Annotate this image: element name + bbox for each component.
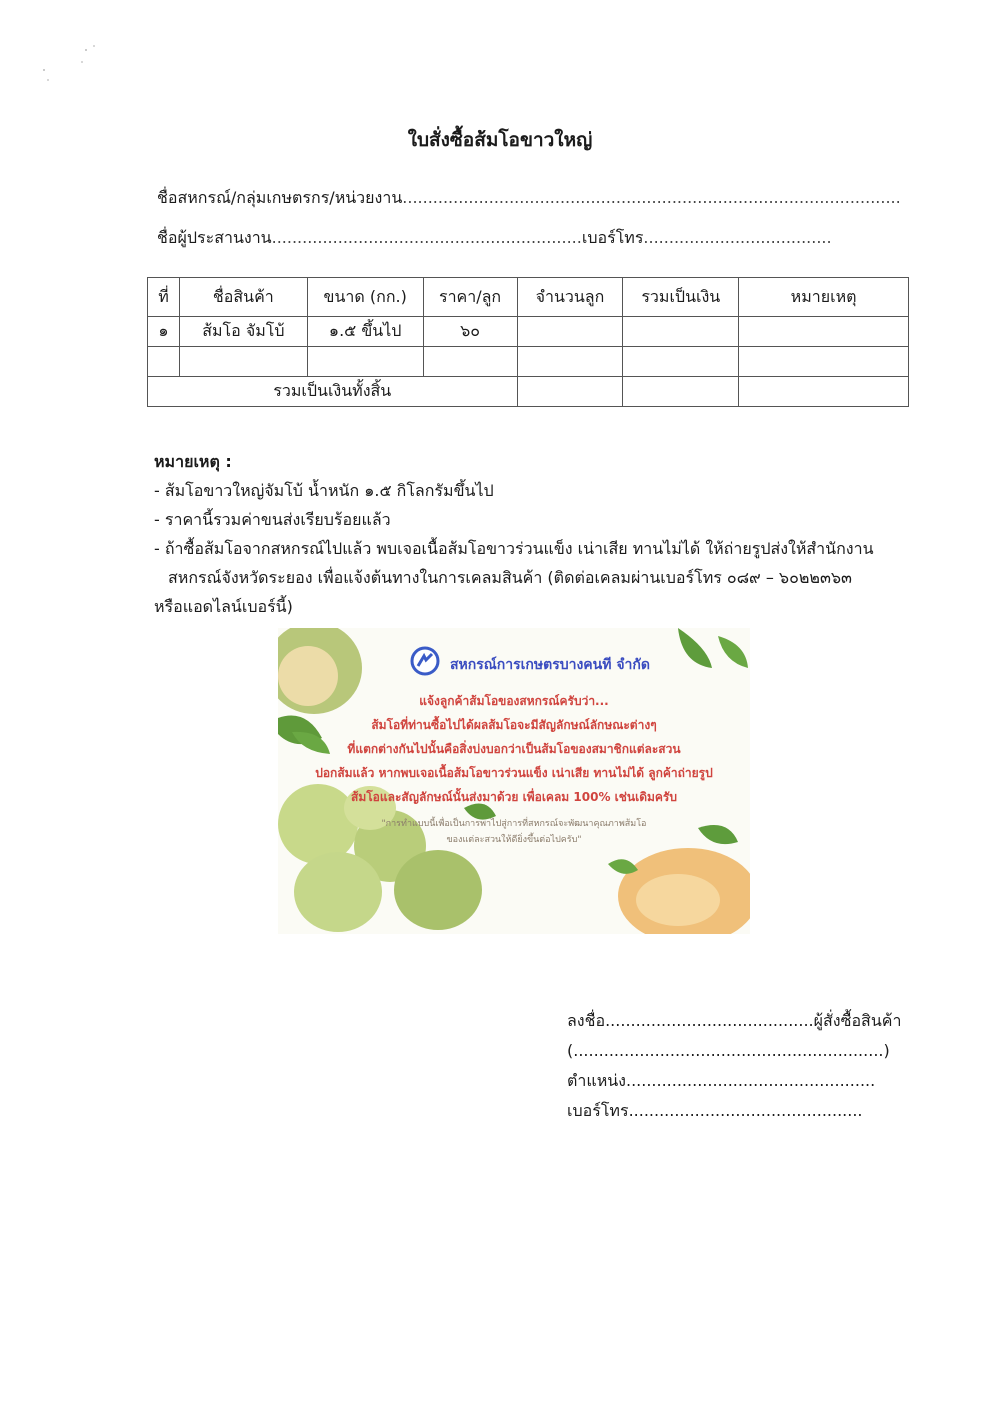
notice-image — [278, 628, 750, 934]
header-remark: หมายเหตุ — [739, 278, 909, 317]
signature-line[interactable]: ลงชื่อ.........................................ผู้สั่งซื้อสินค้า — [567, 1011, 902, 1030]
total-label: รวมเป็นเงินทั้งสิ้น — [148, 377, 518, 407]
notice-line: ปอกส้มแล้ว หากพบเจอเนื้อส้มโอขาวร่วนแข็ง เน่าเสีย ทานไม่ได้ ลูกค้าถ่ายรูป — [315, 766, 713, 780]
cell-quantity[interactable] — [517, 347, 623, 377]
header-product: ชื่อสินค้า — [179, 278, 307, 317]
cooperative-name: สหกรณ์การเกษตรบางคนที จำกัด — [450, 657, 650, 673]
header-size: ขนาด (กก.) — [307, 278, 423, 317]
position-line[interactable]: ตำแหน่ง................................................. — [567, 1071, 876, 1090]
note-item: สหกรณ์จังหวัดระยอง เพื่อแจ้งต้นทางในการเคลมสินค้า (ติดต่อเคลมผ่านเบอร์โทร ๐๘๙ – ๖๐๒๒๓๖๓ — [168, 568, 852, 587]
notice-small-line: ของแต่ละสวนให้ดียิ่งขึ้นต่อไปครับ" — [446, 835, 582, 845]
order-table — [147, 277, 909, 407]
header-amount: รวมเป็นเงิน — [623, 278, 739, 317]
total-remark[interactable] — [739, 377, 909, 407]
name-line[interactable]: (.............................................................) — [567, 1041, 890, 1060]
note-item: - ราคานี้รวมค่าขนส่งเรียบร้อยแล้ว — [154, 510, 391, 529]
header-price: ราคา/ลูก — [423, 278, 517, 317]
cell-product: ส้มโอ จัมโบ้ — [179, 317, 307, 347]
total-quantity[interactable] — [517, 377, 623, 407]
notice-line: ส้มโอที่ท่านซื้อไปได้ผลส้มโอจะมีสัญลักษณ์ลักษณะต่างๆ — [371, 718, 657, 732]
note-item: - ถ้าซื้อส้มโอจากสหกรณ์ไปแล้ว พบเจอเนื้อส้มโอขาวร่วนแข็ง เน่าเสีย ทานไม่ได้ ให้ถ่ายรูปส่งให้สำนักงาน — [154, 539, 874, 558]
signer-phone-label: เบอร์โทร — [567, 1101, 629, 1120]
cell-quantity[interactable] — [517, 317, 623, 347]
cooperative-name-line: ชื่อสหกรณ์/กลุ่มเกษตรกร/หน่วยงาน.................................................................................................. — [157, 188, 901, 207]
sign-label: ลงชื่อ — [567, 1011, 606, 1030]
header-quantity: จำนวนลูก — [517, 278, 623, 317]
cell-remark[interactable] — [739, 317, 909, 347]
note-item: - ส้มโอขาวใหญ่จัมโบ้ น้ำหนัก ๑.๕ กิโลกรัมขึ้นไป — [154, 481, 494, 500]
cell-amount[interactable] — [623, 347, 739, 377]
cell-remark[interactable] — [739, 347, 909, 377]
cell-no: ๑ — [148, 317, 180, 347]
buyer-label: ผู้สั่งซื้อสินค้า — [813, 1011, 902, 1030]
cell-size[interactable] — [307, 347, 423, 377]
cooperative-logo-icon — [410, 646, 440, 676]
cell-amount[interactable] — [623, 317, 739, 347]
note-item: หรือแอดไลน์เบอร์นี้) — [154, 597, 293, 616]
signature-block — [567, 1006, 901, 1126]
cooperative-label: ชื่อสหกรณ์/กลุ่มเกษตรกร/หน่วยงาน — [157, 188, 403, 207]
notice-line: ที่แตกต่างกันไปนั้นคือสิ่งบ่งบอกว่าเป็นส้มโอของสมาชิกแต่ละสวน — [347, 742, 681, 756]
table-row — [148, 347, 909, 377]
page-title: ใบสั่งซื้อส้มโอขาวใหญ่ — [407, 129, 593, 151]
notice-small-line: "การทำแบบนี้เพื่อเป็นการพาไปสู่การที่สหกรณ์จะพัฒนาคุณภาพส้มโอ — [381, 819, 647, 829]
table-total-row — [148, 377, 909, 407]
table-row — [148, 317, 909, 347]
table-header-row — [148, 278, 909, 317]
scan-specks — [36, 40, 106, 90]
position-label: ตำแหน่ง — [567, 1071, 626, 1090]
phone-label: เบอร์โทร — [581, 228, 644, 247]
cell-price[interactable] — [423, 347, 517, 377]
cell-price: ๖๐ — [423, 317, 517, 347]
coordinator-label: ชื่อผู้ประสานงาน — [157, 228, 272, 247]
notice-line: ส้มโอและสัญลักษณ์นั้นส่งมาด้วย เพื่อเคลม 100% เช่นเดิมครับ — [351, 790, 677, 804]
notes-section — [154, 447, 874, 621]
notes-heading: หมายเหตุ : — [154, 452, 232, 471]
notice-line: แจ้งลูกค้าส้มโอของสหกรณ์ครับว่า... — [419, 694, 609, 708]
cell-product[interactable] — [179, 347, 307, 377]
header-no: ที่ — [148, 278, 180, 317]
coordinator-line: ชื่อผู้ประสานงาน.............................................................เบอร์โทร..................................... — [157, 228, 832, 247]
signer-phone-line[interactable]: เบอร์โทร.............................................. — [567, 1101, 863, 1120]
total-amount[interactable] — [623, 377, 739, 407]
cell-size: ๑.๕ ขึ้นไป — [307, 317, 423, 347]
cell-no[interactable] — [148, 347, 180, 377]
